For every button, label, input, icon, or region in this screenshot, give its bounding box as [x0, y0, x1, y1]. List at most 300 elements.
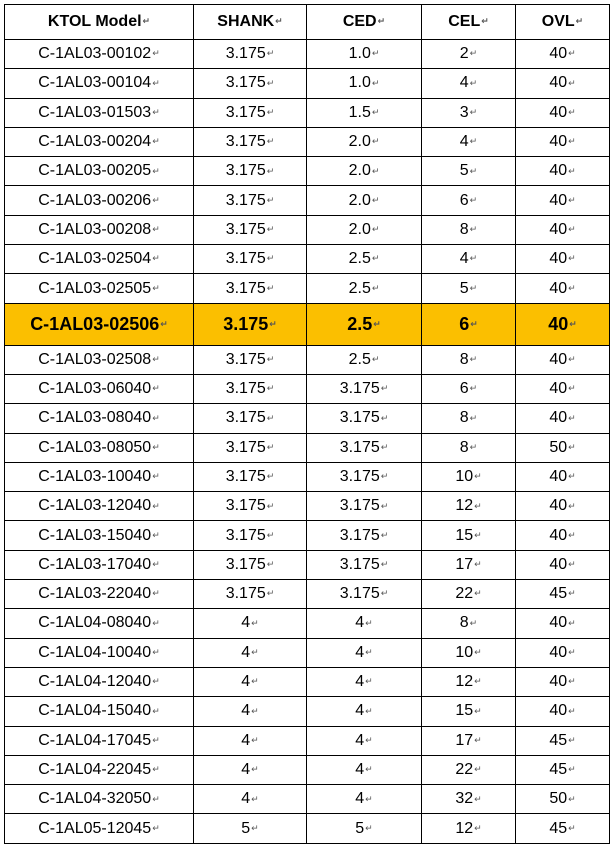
spec-table — [4, 4, 610, 844]
cell-cel: 3↵ — [422, 98, 516, 127]
paragraph-mark-icon: ↵ — [266, 224, 275, 235]
cell-cel: 8↵ — [422, 215, 516, 244]
paragraph-mark-icon: ↵ — [568, 617, 576, 628]
cell-cel: 8↵ — [422, 433, 516, 462]
paragraph-mark-icon: ↵ — [474, 734, 482, 745]
cell-model: C-1AL03-12040↵ — [5, 492, 194, 521]
cell-cel: 10↵ — [422, 638, 516, 667]
cell-ced: 1.0↵ — [307, 40, 422, 69]
paragraph-mark-icon: ↵ — [266, 136, 275, 147]
table-row — [5, 215, 610, 244]
table-row — [5, 462, 610, 491]
table-row — [5, 274, 610, 303]
paragraph-mark-icon: ↵ — [152, 441, 160, 452]
paragraph-mark-icon: ↵ — [371, 282, 380, 293]
paragraph-mark-icon: ↵ — [266, 383, 275, 394]
paragraph-mark-icon: ↵ — [266, 500, 275, 511]
cell-model: C-1AL03-01503↵ — [5, 98, 194, 127]
paragraph-mark-icon: ↵ — [152, 354, 160, 365]
cell-ced: 4↵ — [307, 726, 422, 755]
paragraph-mark-icon: ↵ — [371, 354, 380, 365]
cell-ovl: 40↵ — [516, 345, 610, 374]
paragraph-mark-icon: ↵ — [568, 793, 576, 804]
paragraph-mark-icon: ↵ — [251, 793, 259, 804]
table-row — [5, 609, 610, 638]
paragraph-mark-icon: ↵ — [380, 471, 389, 482]
paragraph-mark-icon: ↵ — [365, 617, 373, 628]
paragraph-mark-icon: ↵ — [371, 165, 380, 176]
paragraph-mark-icon: ↵ — [568, 253, 576, 264]
table-row — [5, 785, 610, 814]
table-row — [5, 492, 610, 521]
paragraph-mark-icon: ↵ — [568, 588, 576, 599]
paragraph-mark-icon: ↵ — [371, 253, 380, 264]
header-cel: CEL↵ — [422, 5, 516, 40]
paragraph-mark-icon: ↵ — [266, 529, 275, 540]
paragraph-mark-icon: ↵ — [469, 194, 478, 205]
cell-model: C-1AL03-08040↵ — [5, 404, 194, 433]
paragraph-mark-icon: ↵ — [251, 647, 259, 658]
paragraph-mark-icon: ↵ — [568, 705, 576, 716]
paragraph-mark-icon: ↵ — [568, 500, 576, 511]
paragraph-mark-icon: ↵ — [569, 319, 577, 330]
paragraph-mark-icon: ↵ — [266, 253, 275, 264]
cell-model: C-1AL03-17040↵ — [5, 550, 194, 579]
paragraph-mark-icon: ↵ — [251, 676, 259, 687]
cell-ovl: 40↵ — [516, 404, 610, 433]
cell-model: C-1AL05-12045↵ — [5, 814, 194, 843]
paragraph-mark-icon: ↵ — [152, 529, 160, 540]
cell-shank: 3.175↵ — [194, 274, 307, 303]
table-row — [5, 374, 610, 403]
cell-model: C-1AL04-32050↵ — [5, 785, 194, 814]
paragraph-mark-icon: ↵ — [474, 764, 482, 775]
paragraph-mark-icon: ↵ — [152, 822, 160, 833]
paragraph-mark-icon: ↵ — [575, 16, 584, 27]
paragraph-mark-icon: ↵ — [481, 16, 489, 27]
paragraph-mark-icon: ↵ — [152, 383, 160, 394]
paragraph-mark-icon: ↵ — [474, 647, 482, 658]
header-shank: SHANK↵ — [194, 5, 307, 40]
table-row — [5, 580, 610, 609]
paragraph-mark-icon: ↵ — [474, 793, 482, 804]
paragraph-mark-icon: ↵ — [266, 282, 275, 293]
paragraph-mark-icon: ↵ — [380, 529, 389, 540]
paragraph-mark-icon: ↵ — [469, 107, 478, 117]
cell-cel: 5↵ — [422, 157, 516, 186]
table-row — [5, 186, 610, 215]
paragraph-mark-icon: ↵ — [568, 282, 576, 293]
paragraph-mark-icon: ↵ — [152, 282, 160, 293]
paragraph-mark-icon: ↵ — [152, 224, 160, 235]
cell-shank: 4↵ — [194, 638, 307, 667]
paragraph-mark-icon: ↵ — [469, 165, 478, 176]
paragraph-mark-icon: ↵ — [568, 764, 576, 775]
cell-model: C-1AL03-00104↵ — [5, 69, 194, 98]
paragraph-mark-icon: ↵ — [568, 441, 576, 452]
paragraph-mark-icon: ↵ — [266, 107, 275, 117]
paragraph-mark-icon: ↵ — [152, 647, 160, 658]
cell-cel: 12↵ — [422, 667, 516, 696]
paragraph-mark-icon: ↵ — [266, 354, 275, 365]
header-row — [5, 5, 610, 40]
cell-shank: 3.175↵ — [194, 69, 307, 98]
paragraph-mark-icon: ↵ — [469, 354, 478, 365]
cell-shank: 3.175↵ — [194, 245, 307, 274]
cell-ced: 2.5↵ — [307, 303, 422, 345]
paragraph-mark-icon: ↵ — [568, 194, 576, 205]
cell-cel: 15↵ — [422, 697, 516, 726]
table-row — [5, 814, 610, 843]
cell-cel: 22↵ — [422, 755, 516, 784]
paragraph-mark-icon: ↵ — [365, 764, 373, 775]
cell-cel: 15↵ — [422, 521, 516, 550]
paragraph-mark-icon: ↵ — [365, 822, 373, 833]
paragraph-mark-icon: ↵ — [152, 705, 160, 716]
paragraph-mark-icon: ↵ — [251, 734, 259, 745]
cell-cel: 8↵ — [422, 345, 516, 374]
paragraph-mark-icon: ↵ — [275, 16, 283, 27]
paragraph-mark-icon: ↵ — [251, 617, 259, 628]
cell-model: C-1AL04-17045↵ — [5, 726, 194, 755]
paragraph-mark-icon: ↵ — [266, 559, 275, 570]
paragraph-mark-icon: ↵ — [365, 734, 373, 745]
paragraph-mark-icon: ↵ — [152, 588, 160, 599]
table-row — [5, 755, 610, 784]
cell-shank: 3.175↵ — [194, 157, 307, 186]
paragraph-mark-icon: ↵ — [152, 676, 160, 687]
table-row — [5, 69, 610, 98]
cell-model: C-1AL03-02508↵ — [5, 345, 194, 374]
paragraph-mark-icon: ↵ — [469, 617, 478, 628]
cell-cel: 32↵ — [422, 785, 516, 814]
cell-ovl: 40↵ — [516, 245, 610, 274]
cell-ovl: 40↵ — [516, 215, 610, 244]
paragraph-mark-icon: ↵ — [266, 412, 275, 423]
table-row — [5, 550, 610, 579]
cell-ced: 1.0↵ — [307, 69, 422, 98]
cell-shank: 3.175↵ — [194, 186, 307, 215]
table-row — [5, 726, 610, 755]
paragraph-mark-icon: ↵ — [469, 224, 478, 235]
cell-ovl: 40↵ — [516, 69, 610, 98]
cell-cel: 17↵ — [422, 550, 516, 579]
cell-shank: 4↵ — [194, 697, 307, 726]
paragraph-mark-icon: ↵ — [371, 77, 380, 88]
table-row — [5, 433, 610, 462]
paragraph-mark-icon: ↵ — [152, 253, 160, 264]
cell-shank: 3.175↵ — [194, 550, 307, 579]
cell-model: C-1AL04-10040↵ — [5, 638, 194, 667]
paragraph-mark-icon: ↵ — [568, 107, 576, 117]
cell-model: C-1AL03-00206↵ — [5, 186, 194, 215]
paragraph-mark-icon: ↵ — [568, 165, 576, 176]
paragraph-mark-icon: ↵ — [152, 500, 160, 511]
paragraph-mark-icon: ↵ — [152, 77, 160, 88]
paragraph-mark-icon: ↵ — [474, 500, 482, 511]
header-ktol-model: KTOL Model↵ — [5, 5, 194, 40]
cell-shank: 3.175↵ — [194, 345, 307, 374]
paragraph-mark-icon: ↵ — [269, 319, 277, 330]
paragraph-mark-icon: ↵ — [266, 471, 275, 482]
spec-table-container — [4, 4, 610, 844]
paragraph-mark-icon: ↵ — [152, 764, 160, 775]
cell-ced: 3.175↵ — [307, 433, 422, 462]
cell-ovl: 50↵ — [516, 433, 610, 462]
paragraph-mark-icon: ↵ — [568, 136, 576, 147]
cell-shank: 3.175↵ — [194, 40, 307, 69]
cell-cel: 6↵ — [422, 186, 516, 215]
paragraph-mark-icon: ↵ — [152, 559, 160, 570]
cell-ced: 1.5↵ — [307, 98, 422, 127]
cell-cel: 8↵ — [422, 404, 516, 433]
cell-model: C-1AL03-10040↵ — [5, 462, 194, 491]
paragraph-mark-icon: ↵ — [365, 676, 373, 687]
cell-model: C-1AL03-02504↵ — [5, 245, 194, 274]
cell-model: C-1AL03-08050↵ — [5, 433, 194, 462]
cell-shank: 4↵ — [194, 609, 307, 638]
cell-ovl: 40↵ — [516, 127, 610, 156]
paragraph-mark-icon: ↵ — [266, 77, 275, 88]
cell-ovl: 45↵ — [516, 814, 610, 843]
cell-model: C-1AL03-00102↵ — [5, 40, 194, 69]
cell-cel: 4↵ — [422, 245, 516, 274]
paragraph-mark-icon: ↵ — [568, 77, 576, 88]
paragraph-mark-icon: ↵ — [152, 194, 160, 205]
cell-shank: 3.175↵ — [194, 433, 307, 462]
paragraph-mark-icon: ↵ — [474, 822, 482, 833]
cell-shank: 3.175↵ — [194, 303, 307, 345]
paragraph-mark-icon: ↵ — [380, 588, 389, 599]
paragraph-mark-icon: ↵ — [474, 559, 482, 570]
paragraph-mark-icon: ↵ — [380, 412, 389, 423]
paragraph-mark-icon: ↵ — [266, 441, 275, 452]
cell-cel: 12↵ — [422, 492, 516, 521]
cell-ced: 3.175↵ — [307, 374, 422, 403]
paragraph-mark-icon: ↵ — [380, 441, 389, 452]
paragraph-mark-icon: ↵ — [474, 471, 482, 482]
cell-cel: 17↵ — [422, 726, 516, 755]
cell-ovl: 45↵ — [516, 580, 610, 609]
cell-shank: 3.175↵ — [194, 215, 307, 244]
cell-cel: 4↵ — [422, 127, 516, 156]
cell-shank: 3.175↵ — [194, 374, 307, 403]
paragraph-mark-icon: ↵ — [568, 676, 576, 687]
cell-ced: 2.0↵ — [307, 157, 422, 186]
cell-shank: 3.175↵ — [194, 127, 307, 156]
cell-ovl: 40↵ — [516, 374, 610, 403]
paragraph-mark-icon: ↵ — [568, 48, 576, 59]
cell-model: C-1AL03-00205↵ — [5, 157, 194, 186]
cell-shank: 3.175↵ — [194, 462, 307, 491]
cell-ovl: 45↵ — [516, 726, 610, 755]
table-row — [5, 521, 610, 550]
cell-ced: 3.175↵ — [307, 462, 422, 491]
paragraph-mark-icon: ↵ — [380, 383, 389, 394]
paragraph-mark-icon: ↵ — [251, 705, 259, 716]
paragraph-mark-icon: ↵ — [152, 136, 160, 147]
cell-shank: 3.175↵ — [194, 580, 307, 609]
cell-model: C-1AL03-00204↵ — [5, 127, 194, 156]
paragraph-mark-icon: ↵ — [469, 77, 478, 88]
header-ced: CED↵ — [307, 5, 422, 40]
paragraph-mark-icon: ↵ — [371, 194, 380, 205]
cell-ced: 3.175↵ — [307, 580, 422, 609]
table-header — [5, 5, 610, 40]
cell-ced: 4↵ — [307, 785, 422, 814]
cell-cel: 8↵ — [422, 609, 516, 638]
cell-ovl: 50↵ — [516, 785, 610, 814]
paragraph-mark-icon: ↵ — [474, 529, 482, 540]
table-row — [5, 667, 610, 696]
table-row — [5, 98, 610, 127]
cell-model: C-1AL03-15040↵ — [5, 521, 194, 550]
header-ovl: OVL↵ — [516, 5, 610, 40]
paragraph-mark-icon: ↵ — [469, 383, 478, 394]
paragraph-mark-icon: ↵ — [568, 647, 576, 658]
cell-shank: 3.175↵ — [194, 521, 307, 550]
cell-model: C-1AL03-02506↵ — [5, 303, 194, 345]
paragraph-mark-icon: ↵ — [371, 48, 380, 59]
cell-ovl: 40↵ — [516, 303, 610, 345]
cell-ced: 3.175↵ — [307, 492, 422, 521]
cell-ovl: 40↵ — [516, 697, 610, 726]
paragraph-mark-icon: ↵ — [152, 48, 160, 59]
cell-ced: 4↵ — [307, 609, 422, 638]
table-row — [5, 697, 610, 726]
paragraph-mark-icon: ↵ — [469, 48, 478, 59]
paragraph-mark-icon: ↵ — [380, 559, 389, 570]
cell-ovl: 40↵ — [516, 667, 610, 696]
cell-cel: 4↵ — [422, 69, 516, 98]
paragraph-mark-icon: ↵ — [568, 383, 576, 394]
paragraph-mark-icon: ↵ — [266, 588, 275, 599]
cell-cel: 12↵ — [422, 814, 516, 843]
paragraph-mark-icon: ↵ — [266, 194, 275, 205]
cell-ovl: 40↵ — [516, 462, 610, 491]
cell-ced: 3.175↵ — [307, 550, 422, 579]
paragraph-mark-icon: ↵ — [568, 529, 576, 540]
cell-shank: 3.175↵ — [194, 492, 307, 521]
table-row — [5, 638, 610, 667]
cell-model: C-1AL03-06040↵ — [5, 374, 194, 403]
paragraph-mark-icon: ↵ — [469, 136, 478, 147]
paragraph-mark-icon: ↵ — [568, 822, 576, 833]
table-row-highlighted — [5, 303, 610, 345]
table-row — [5, 404, 610, 433]
cell-ced: 2.5↵ — [307, 345, 422, 374]
paragraph-mark-icon: ↵ — [152, 617, 160, 628]
cell-ovl: 40↵ — [516, 274, 610, 303]
cell-ced: 2.0↵ — [307, 215, 422, 244]
cell-model: C-1AL03-22040↵ — [5, 580, 194, 609]
paragraph-mark-icon: ↵ — [380, 500, 389, 511]
paragraph-mark-icon: ↵ — [152, 165, 160, 176]
cell-ovl: 40↵ — [516, 609, 610, 638]
cell-ced: 2.0↵ — [307, 127, 422, 156]
paragraph-mark-icon: ↵ — [474, 676, 482, 687]
paragraph-mark-icon: ↵ — [152, 412, 160, 423]
paragraph-mark-icon: ↵ — [251, 764, 259, 775]
cell-shank: 3.175↵ — [194, 98, 307, 127]
cell-shank: 5↵ — [194, 814, 307, 843]
paragraph-mark-icon: ↵ — [568, 354, 576, 365]
paragraph-mark-icon: ↵ — [469, 441, 478, 452]
cell-ovl: 40↵ — [516, 638, 610, 667]
cell-cel: 10↵ — [422, 462, 516, 491]
cell-ced: 5↵ — [307, 814, 422, 843]
cell-ced: 4↵ — [307, 697, 422, 726]
cell-cel: 5↵ — [422, 274, 516, 303]
paragraph-mark-icon: ↵ — [251, 822, 259, 833]
paragraph-mark-icon: ↵ — [469, 412, 478, 423]
paragraph-mark-icon: ↵ — [470, 319, 478, 330]
cell-shank: 3.175↵ — [194, 404, 307, 433]
table-row — [5, 40, 610, 69]
paragraph-mark-icon: ↵ — [152, 734, 160, 745]
paragraph-mark-icon: ↵ — [371, 107, 380, 117]
paragraph-mark-icon: ↵ — [142, 16, 151, 27]
paragraph-mark-icon: ↵ — [266, 48, 275, 59]
cell-ovl: 45↵ — [516, 755, 610, 784]
paragraph-mark-icon: ↵ — [568, 471, 576, 482]
cell-model: C-1AL04-08040↵ — [5, 609, 194, 638]
cell-ovl: 40↵ — [516, 186, 610, 215]
cell-ovl: 40↵ — [516, 98, 610, 127]
cell-model: C-1AL04-22045↵ — [5, 755, 194, 784]
paragraph-mark-icon: ↵ — [377, 16, 386, 27]
cell-shank: 4↵ — [194, 755, 307, 784]
cell-ced: 4↵ — [307, 755, 422, 784]
paragraph-mark-icon: ↵ — [371, 136, 380, 147]
table-row — [5, 157, 610, 186]
paragraph-mark-icon: ↵ — [474, 705, 482, 716]
cell-ovl: 40↵ — [516, 40, 610, 69]
paragraph-mark-icon: ↵ — [365, 793, 373, 804]
paragraph-mark-icon: ↵ — [152, 107, 160, 117]
table-row — [5, 345, 610, 374]
cell-ovl: 40↵ — [516, 492, 610, 521]
cell-ced: 3.175↵ — [307, 404, 422, 433]
cell-model: C-1AL04-15040↵ — [5, 697, 194, 726]
cell-ovl: 40↵ — [516, 157, 610, 186]
cell-ced: 2.0↵ — [307, 186, 422, 215]
cell-cel: 6↵ — [422, 374, 516, 403]
cell-ovl: 40↵ — [516, 521, 610, 550]
cell-model: C-1AL03-02505↵ — [5, 274, 194, 303]
table-row — [5, 127, 610, 156]
paragraph-mark-icon: ↵ — [152, 471, 160, 482]
cell-ovl: 40↵ — [516, 550, 610, 579]
paragraph-mark-icon: ↵ — [371, 224, 380, 235]
cell-ced: 3.175↵ — [307, 521, 422, 550]
paragraph-mark-icon: ↵ — [568, 224, 576, 235]
cell-model: C-1AL03-00208↵ — [5, 215, 194, 244]
paragraph-mark-icon: ↵ — [568, 559, 576, 570]
paragraph-mark-icon: ↵ — [373, 319, 381, 330]
cell-cel: 22↵ — [422, 580, 516, 609]
table-body — [5, 40, 610, 844]
paragraph-mark-icon: ↵ — [365, 705, 373, 716]
cell-ced: 2.5↵ — [307, 274, 422, 303]
cell-ced: 4↵ — [307, 667, 422, 696]
paragraph-mark-icon: ↵ — [568, 412, 576, 423]
cell-cel: 6↵ — [422, 303, 516, 345]
cell-ced: 4↵ — [307, 638, 422, 667]
cell-shank: 4↵ — [194, 667, 307, 696]
paragraph-mark-icon: ↵ — [152, 793, 160, 804]
paragraph-mark-icon: ↵ — [160, 319, 168, 330]
